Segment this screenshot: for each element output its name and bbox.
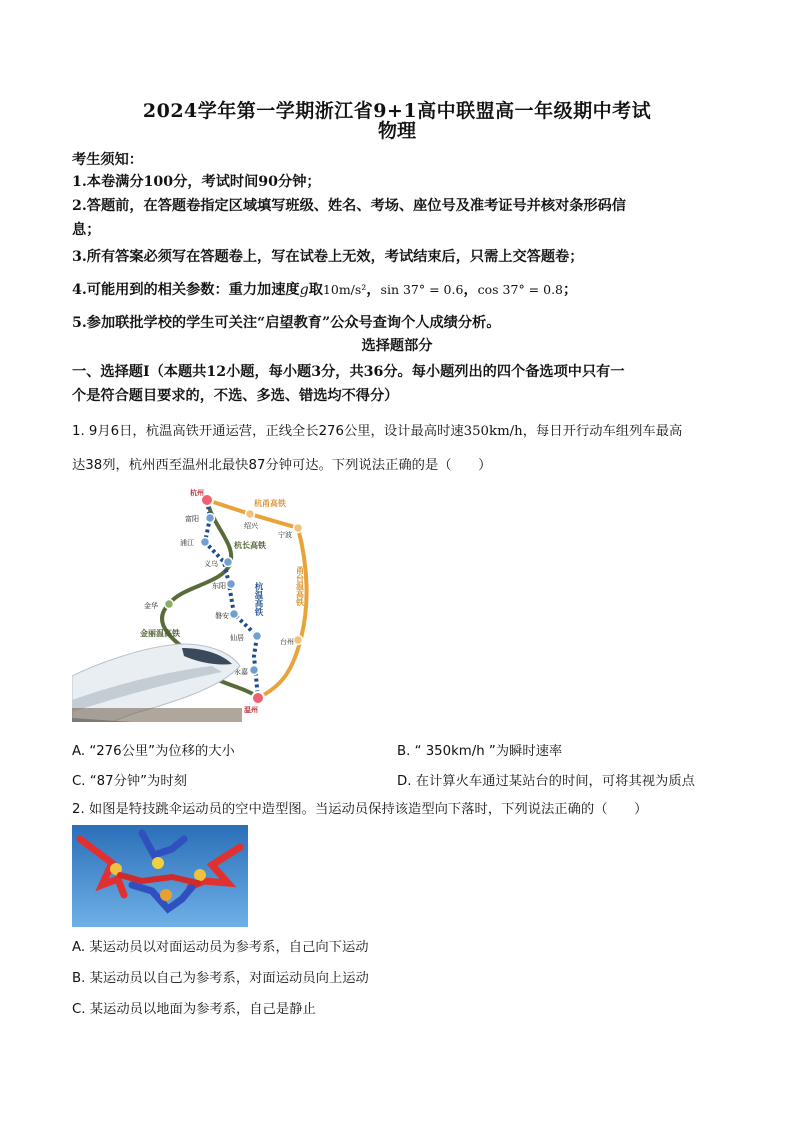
question-1-option-b[interactable]: B. “ 350km/h ”为瞬时速率: [397, 744, 563, 759]
label-hangwen: 杭温高铁: [253, 582, 263, 616]
label-taizhou: 台州: [280, 638, 294, 646]
question-1-line-2: 达38列，杭州西至温州北最快87分钟可达。下列说法正确的是（ ）: [72, 458, 492, 473]
label-hangchang: 杭长高铁: [234, 541, 266, 550]
station-wenzhou: [252, 692, 264, 704]
label-yiwu: 义乌: [204, 560, 218, 568]
label-hangzhou: 杭州: [190, 489, 204, 497]
notice-item-2-cont: 息；: [72, 222, 101, 238]
label-dongyang: 东阳: [212, 582, 226, 590]
skydivers-figure: [72, 825, 248, 927]
exam-title: 2024学年第一学期浙江省9+1高中联盟高一年级期中考试: [142, 100, 652, 122]
label-yongjia: 永嘉: [234, 668, 248, 676]
question-2-option-c[interactable]: C. 某运动员以地面为参考系，自己是静止: [72, 1002, 316, 1017]
notice-item-4-end: ；: [563, 282, 578, 298]
subject-title: 物理: [377, 120, 416, 142]
label-jinhua: 金华: [144, 602, 158, 610]
station-yiwu: [224, 558, 233, 567]
station-dongyang: [227, 580, 236, 589]
sin-value: sin 37° = 0.6: [380, 282, 464, 297]
label-pujiang: 浦江: [180, 539, 194, 547]
section-title: 选择题部分: [361, 338, 433, 354]
station-shaoxing: [246, 510, 255, 519]
question-1-text-b: ，每日开行动车组列车最高: [522, 424, 683, 439]
station-pujiang: [201, 538, 210, 547]
sep-1: ，: [366, 282, 381, 298]
label-fuyang: 富阳: [185, 515, 199, 523]
station-xianju: [253, 632, 262, 641]
label-yongtaiwen: 甬台温高铁: [295, 566, 305, 606]
label-wenzhou: 温州: [244, 706, 258, 714]
notice-item-2: 2.答题前，在答题卷指定区域填写班级、姓名、考场、座位号及准考证号并核对条形码信: [72, 198, 626, 214]
station-yongjia: [250, 666, 259, 675]
station-panan: [230, 610, 239, 619]
take-word: 取: [308, 282, 323, 298]
gravity-symbol: g: [299, 282, 309, 298]
railway-map-figure: [72, 486, 312, 722]
question-1-speed: 350km/h: [463, 424, 523, 439]
station-ningbo: [294, 524, 303, 533]
station-taizhou: [294, 636, 303, 645]
question-2-text: 2. 如图是特技跳伞运动员的空中造型图。当运动员保持该造型向下落时，下列说法正确的（ ）: [72, 802, 648, 817]
question-1-option-c[interactable]: C. “87分钟”为时刻: [72, 774, 187, 789]
notice-item-4: [72, 280, 577, 300]
part-title-line-1: 一、选择题Ⅰ（本题共12小题，每小题3分，共36分。每小题列出的四个备选项中只有一: [72, 364, 625, 380]
label-panan: 磐安: [215, 612, 229, 620]
part-title-line-2: 个是符合题目要求的，不选、多选、错选均不得分）: [72, 388, 399, 404]
question-2-option-a[interactable]: A. 某运动员以对面运动员为参考系，自己向下运动: [72, 940, 369, 955]
label-shaoxing: 绍兴: [244, 522, 258, 530]
sep-2: ，: [463, 282, 478, 298]
question-1-line-1: [72, 422, 682, 442]
label-hangyong: 杭甬高铁: [254, 499, 286, 508]
question-1-option-a[interactable]: A. “276公里”为位移的大小: [72, 744, 235, 759]
station-fuyang: [206, 514, 215, 523]
question-1-option-d[interactable]: D. 在计算火车通过某站台的时间，可将其视为质点: [397, 774, 695, 789]
cos-value: cos 37° = 0.8: [477, 282, 564, 297]
label-ningbo: 宁波: [278, 531, 292, 539]
label-xianju: 仙居: [230, 634, 244, 642]
station-jinhua: [165, 600, 174, 609]
notice-item-3: 3.所有答案必须写在答题卷上，写在试卷上无效，考试结束后，只需上交答题卷；: [72, 249, 584, 265]
label-jinliwen: 金丽温高铁: [140, 629, 180, 638]
question-2-option-b[interactable]: B. 某运动员以自己为参考系，对面运动员向上运动: [72, 971, 369, 986]
notice-item-4-label: 4.可能用到的相关参数：重力加速度: [72, 282, 300, 298]
notice-item-1: 1.本卷满分100分，考试时间90分钟；: [72, 174, 321, 190]
gravity-value: 10m/s²: [322, 282, 367, 297]
notice-item-5: 5.参加联批学校的学生可关注“启望教育”公众号查询个人成绩分析。: [72, 315, 501, 331]
question-1-text-a: 1. 9月6日，杭温高铁开通运营，正线全长276公里，设计最高时速: [72, 424, 464, 439]
notice-heading: 考生须知：: [72, 152, 143, 168]
